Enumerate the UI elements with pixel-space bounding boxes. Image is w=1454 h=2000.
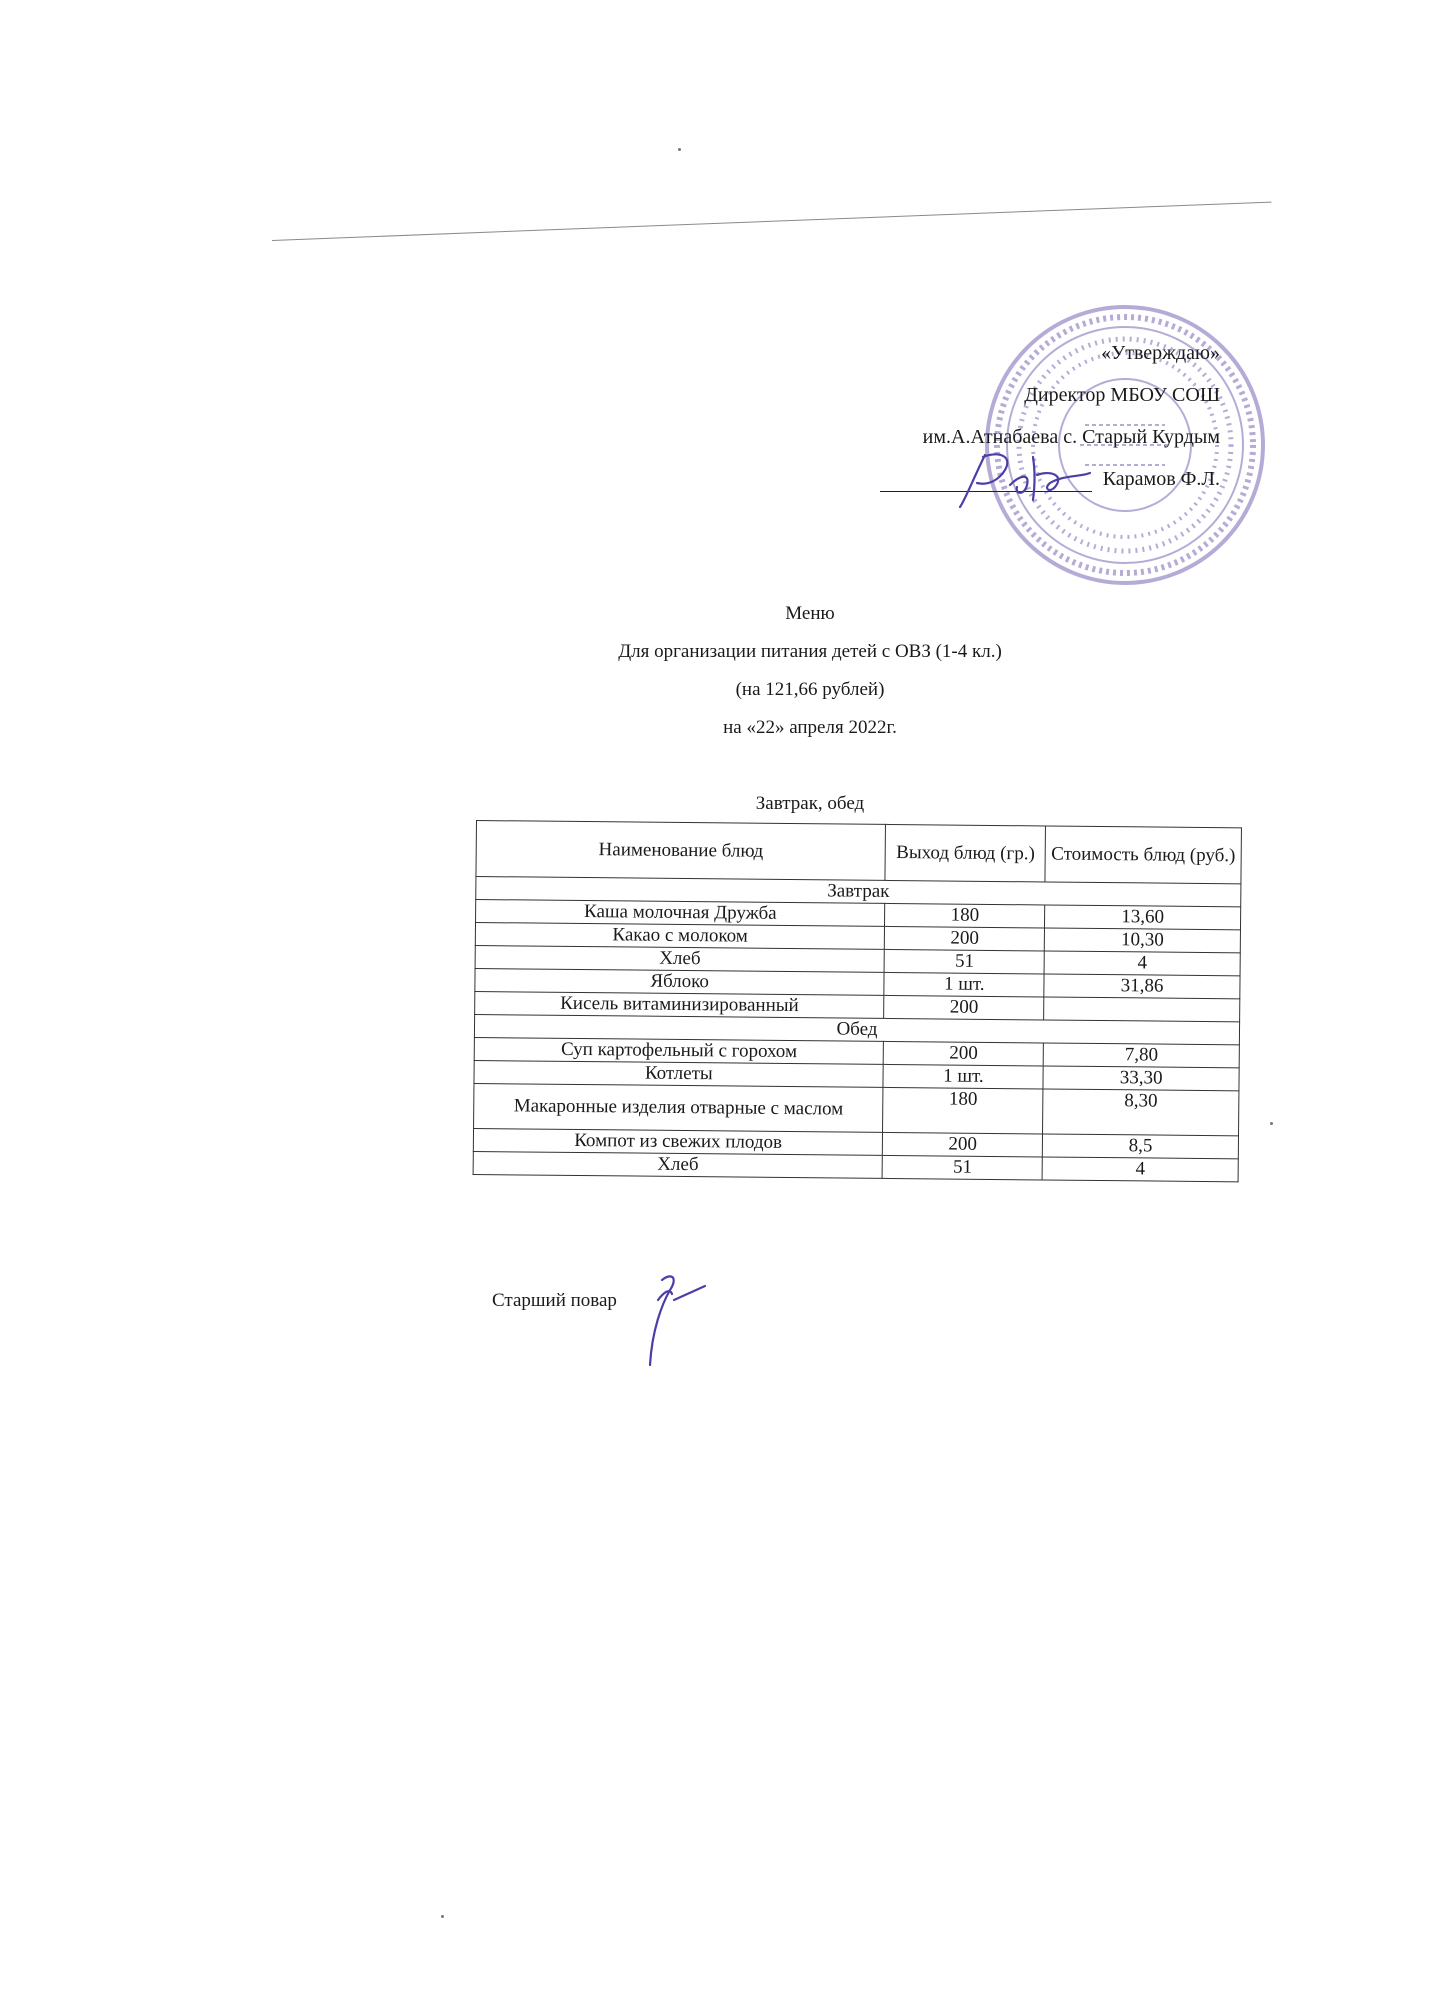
approval-position: Директор МБОУ СОШ [1024, 384, 1220, 406]
dish-cost: 31,86 [1044, 974, 1240, 999]
dish-output: 180 [885, 903, 1045, 928]
date-line: на «22» апреля 2022г. [723, 717, 897, 738]
dish-name: Суп картофельный с горохом [474, 1037, 884, 1064]
dish-name: Каша молочная Дружба [476, 900, 886, 927]
dish-name: Хлеб [473, 1151, 883, 1178]
column-header-output: Выход блюд (гр.) [885, 824, 1045, 882]
dish-output: 51 [885, 949, 1045, 974]
dish-cost: 33,30 [1043, 1066, 1239, 1091]
column-header-dish: Наименование блюд [476, 821, 886, 881]
director-signature [955, 445, 1095, 515]
director-name: Карамов Ф.Л. [1102, 468, 1220, 490]
dish-cost: 4 [1042, 1157, 1238, 1182]
approval-school: им.А.Атнабаева с. Старый Курдым [922, 426, 1220, 448]
dish-name: Хлеб [475, 945, 885, 972]
cook-signature [630, 1270, 710, 1370]
menu-table [473, 820, 1242, 1182]
section-title-breakfast: Завтрак [476, 877, 1241, 907]
dish-output: 1 шт. [883, 1064, 1043, 1089]
price-line: (на 121,66 рублей) [735, 679, 885, 700]
dish-cost: 10,30 [1044, 928, 1240, 953]
meals-heading: Завтрак, обед [755, 793, 865, 814]
cook-label: Старший повар [492, 1290, 617, 1311]
dish-cost [1044, 997, 1240, 1022]
dish-name: Кисель витаминизированный [475, 991, 885, 1018]
dish-cost: 4 [1044, 951, 1240, 976]
document-header [560, 595, 1060, 823]
page-title: Меню [785, 603, 835, 624]
dish-output: 180 [883, 1087, 1043, 1134]
dish-output: 200 [884, 1041, 1044, 1066]
dish-output: 200 [883, 1132, 1043, 1157]
scan-speck [441, 1915, 444, 1918]
page-subtitle: Для организации питания детей с ОВЗ (1-4 кл.) [618, 641, 1002, 662]
dish-name: Какао с молоком [475, 923, 885, 950]
section-title-lunch: Обед [474, 1014, 1239, 1044]
column-header-cost: Стоимость блюд (руб.) [1045, 826, 1241, 884]
dish-cost: 13,60 [1045, 905, 1241, 930]
dish-output: 51 [883, 1155, 1043, 1180]
dish-output: 1 шт. [884, 972, 1044, 997]
scan-edge-line [272, 202, 1271, 241]
scan-speck [678, 148, 681, 151]
dish-output: 200 [885, 926, 1045, 951]
table-row [474, 1083, 1239, 1135]
dish-name: Яблоко [475, 968, 885, 995]
dish-name: Макаронные изделия отварные с маслом [474, 1083, 884, 1132]
dish-cost: 8,30 [1043, 1089, 1239, 1136]
scan-speck [1270, 1122, 1273, 1125]
dish-cost: 7,80 [1043, 1043, 1239, 1068]
dish-cost: 8,5 [1043, 1134, 1239, 1159]
dish-output: 200 [884, 995, 1044, 1020]
dish-name: Компот из свежих плодов [473, 1128, 883, 1155]
dish-name: Котлеты [474, 1060, 884, 1087]
approval-heading: «Утверждаю» [1101, 342, 1220, 364]
table-header-row [476, 821, 1242, 884]
